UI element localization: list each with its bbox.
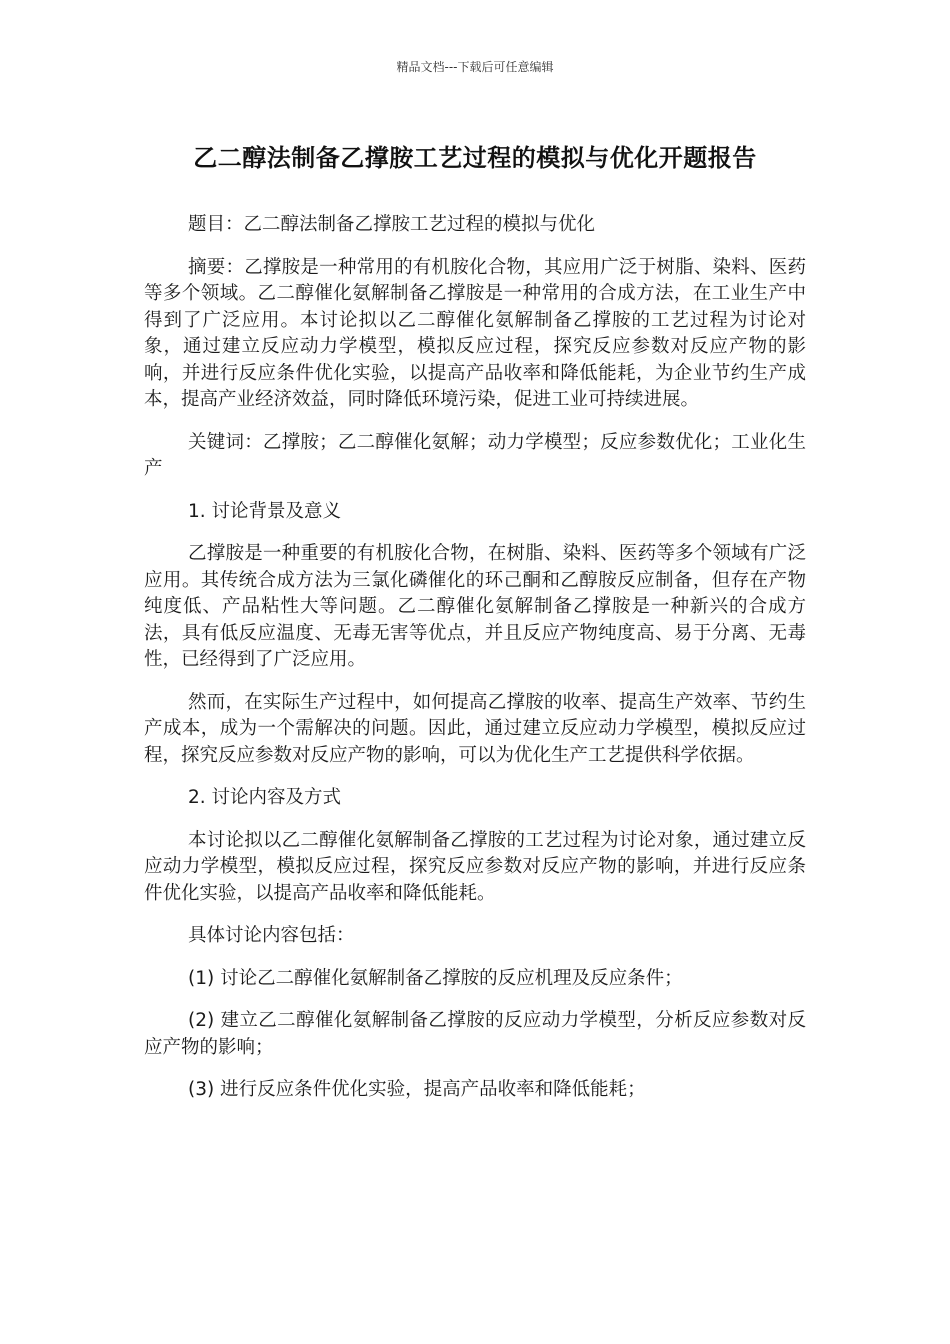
content-paragraph: 本讨论拟以乙二醇催化氨解制备乙撑胺的工艺过程为讨论对象，通过建立反应动力学模型，模拟反应过程，探究反应参数对反应产物的影响，并进行反应条件优化实验，以提高产品收率和降低能耗。	[144, 829, 806, 904]
document-title: 乙二醇法制备乙撑胺工艺过程的模拟与优化开题报告	[193, 144, 757, 172]
content-list-intro: 具体讨论内容包括：	[188, 925, 355, 946]
section-heading-content-method: 2. 讨论内容及方式	[188, 787, 342, 808]
header-note: 精品文档---下载后可任意编辑	[396, 60, 554, 74]
section-heading-background: 1. 讨论背景及意义	[188, 500, 342, 522]
content-list-item-1: (1) 讨论乙二醇催化氨解制备乙撑胺的反应机理及反应条件；	[188, 967, 683, 989]
document-body	[144, 212, 806, 1120]
subject-line: 题目：乙二醇法制备乙撑胺工艺过程的模拟与优化	[188, 214, 596, 235]
background-paragraph: 乙撑胺是一种重要的有机胺化合物，在树脂、染料、医药等多个领域有广泛应用。其传统合成方法为三氯化磷催化的环己酮和乙醇胺反应制备，但存在产物纯度低、产品粘性大等问题。乙二醇催化氨解制备乙撑胺是一种新兴的合成方法，具有低反应温度、无毒无害等优点，并且反应产物纯度高、易于分离、无毒性，已经得到了广泛应用。	[144, 543, 806, 670]
content-list-item-3: (3) 进行反应条件优化实验，提高产品收率和降低能耗；	[188, 1079, 646, 1100]
significance-paragraph: 然而，在实际生产过程中，如何提高乙撑胺的收率、提高生产效率、节约生产成本，成为一个需解决的问题。因此，通过建立反应动力学模型，模拟反应过程，探究反应参数对反应产物的影响，可以为优化生产工艺提供科学依据。	[144, 691, 806, 766]
content-list-item-2: (2) 建立乙二醇催化氨解制备乙撑胺的反应动力学模型，分析反应参数对反应产物的影响；	[144, 1010, 806, 1058]
abstract-paragraph: 摘要：乙撑胺是一种常用的有机胺化合物，其应用广泛于树脂、染料、医药等多个领域。乙二醇催化氨解制备乙撑胺是一种常用的合成方法，在工业生产中得到了广泛应用。本讨论拟以乙二醇催化氨解制备乙撑胺的工艺过程为讨论对象，通过建立反应动力学模型，模拟反应过程，探究反应参数对反应产物的影响，并进行反应条件优化实验，以提高产品收率和降低能耗，为企业节约生产成本，提高产业经济效益，同时降低环境污染，促进工业可持续进展。	[144, 256, 806, 410]
keywords-paragraph: 关键词：乙撑胺；乙二醇催化氨解；动力学模型；反应参数优化；工业化生产	[144, 431, 806, 479]
